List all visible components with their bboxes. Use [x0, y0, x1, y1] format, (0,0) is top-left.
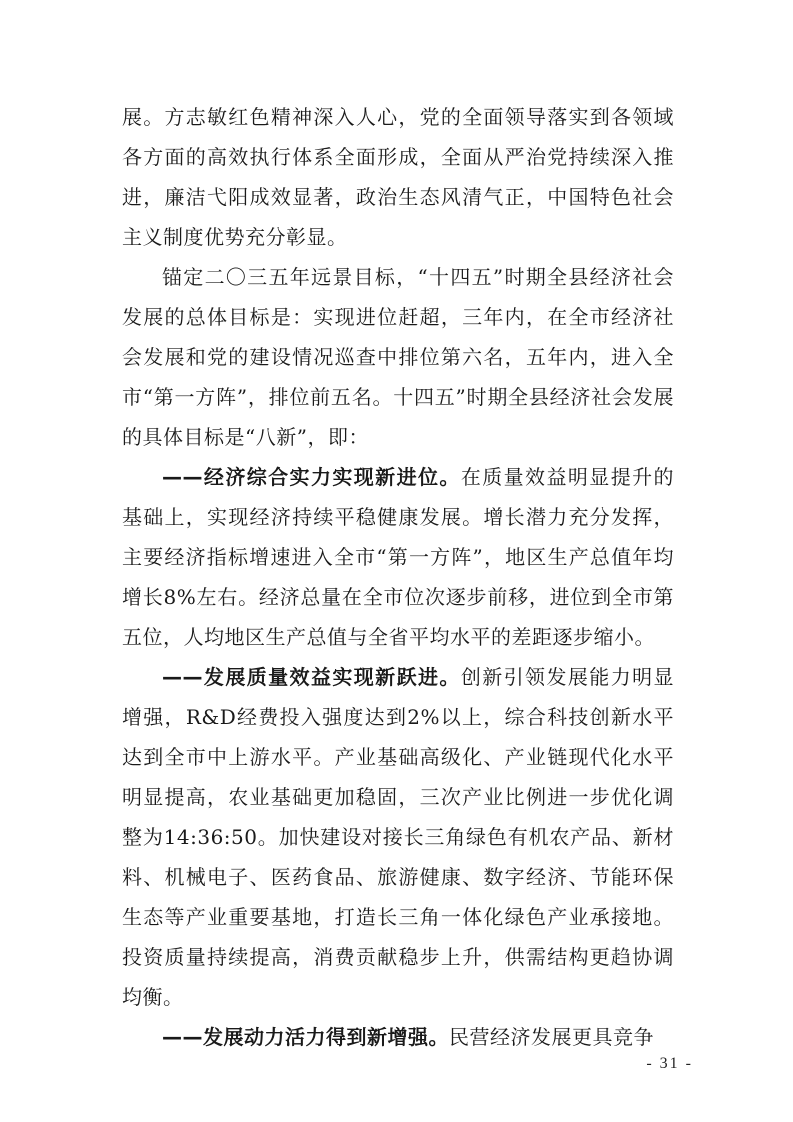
paragraph-3	[122, 457, 674, 657]
paragraph-1	[122, 97, 674, 257]
paragraph-1-text: 展。方志敏红色精神深入人心，党的全面领导落实到各领域各方面的高效执行体系全面形成，全面从严治党持续深入推进，廉洁弋阳成效显著，政治生态风清气正，中国特色社会主义制度优势充分彰显。	[122, 105, 674, 249]
paragraph-2-text: 锚定二〇三五年远景目标，“十四五”时期全县经济社会发展的总体目标是：实现进位赶超，三年内，在全市经济社会发展和党的建设情况巡查中排位第六名，五年内，进入全市“第一方阵”，排位前五名。十四五”时期全县经济社会发展的具体目标是“八新”，即：	[122, 265, 674, 449]
paragraph-4-lead: ——发展质量效益实现新跃进。	[162, 665, 461, 689]
body-text	[122, 97, 674, 1057]
paragraph-3-text: 在质量效益明显提升的基础上，实现经济持续平稳健康发展。增长潜力充分发挥，主要经济指标增速进入全市“第一方阵”，地区生产总值年均增长8%左右。经济总量在全市位次逐步前移，进位到全市第五位，人均地区生产总值与全省平均水平的差距逐步缩小。	[122, 465, 675, 649]
paragraph-5-lead: ——发展动力活力得到新增强。	[162, 1025, 449, 1049]
page-number: - 31 -	[646, 1055, 693, 1072]
paragraph-5-text: 民营经济发展更具竞争	[449, 1025, 654, 1049]
paragraph-2	[122, 257, 674, 457]
paragraph-4	[122, 657, 674, 1017]
paragraph-3-lead: ——经济综合实力实现新进位。	[162, 465, 461, 489]
paragraph-4-text: 创新引领发展能力明显增强，R&D经费投入强度达到2%以上，综合科技创新水平达到全市中上游水平。产业基础高级化、产业链现代化水平明显提高，农业基础更加稳固，三次产业比例进一步优化调整为14:36:50。加快建设对接长三角绿色有机农产品、新材料、机械电子、医药食品、旅游健康、数字经济、节能环保生态等产业重要基地，打造长三角一体化绿色产业承接地。投资质量持续提高，消费贡献稳步上升，供需结构更趋协调均衡。	[122, 665, 675, 1009]
paragraph-5	[122, 1017, 674, 1057]
